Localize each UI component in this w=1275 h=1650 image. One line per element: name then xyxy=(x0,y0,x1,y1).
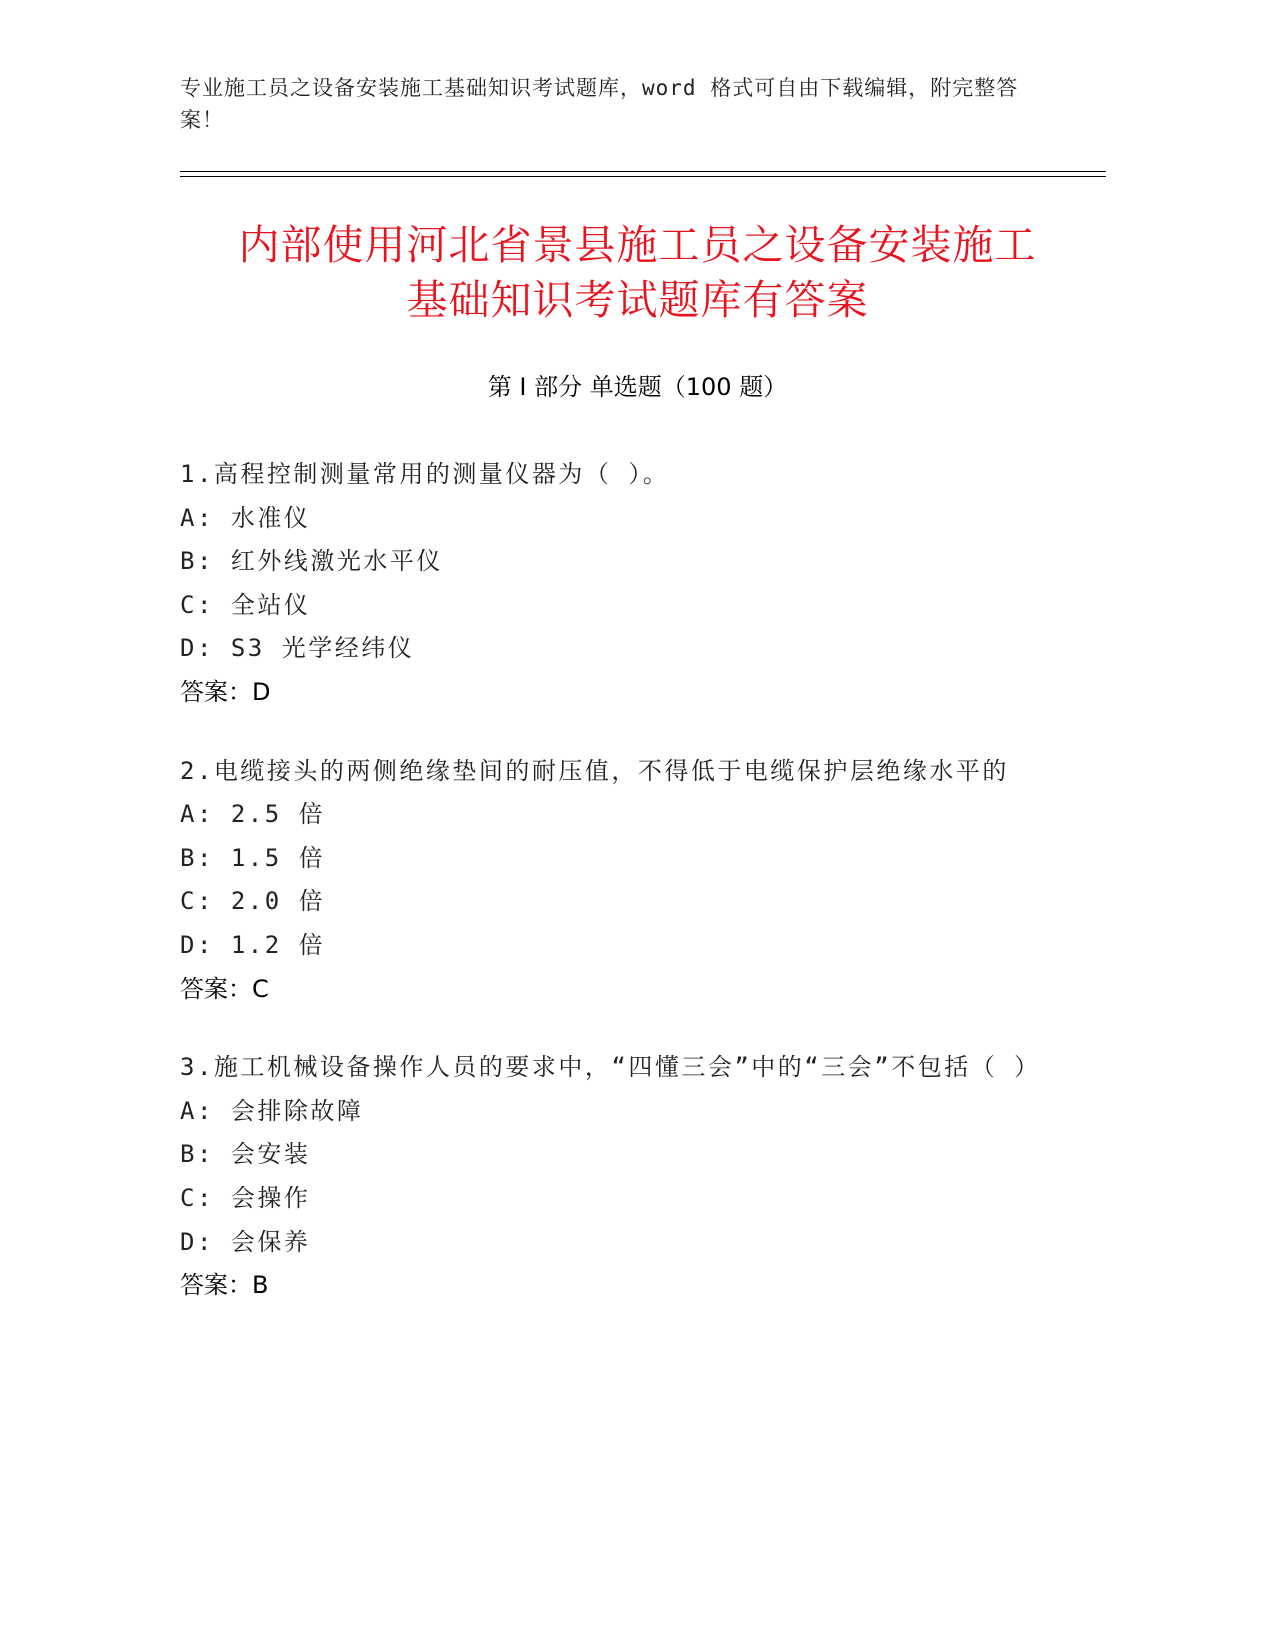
option-b: B: 红外线激光水平仪 xyxy=(180,547,443,576)
header-note: 专业施工员之设备安装施工基础知识考试题库，word 格式可自由下载编辑，附完整答案！ xyxy=(180,76,1019,132)
option-a: A: 水准仪 xyxy=(180,503,311,532)
option-c: C: 2.0 倍 xyxy=(180,887,326,916)
header-divider-top xyxy=(180,171,1106,172)
option-d: D: 1.2 倍 xyxy=(180,930,326,959)
answer: 答案：D xyxy=(180,677,271,706)
option-c: C: 全站仪 xyxy=(180,590,311,619)
question-stem: 2.电缆接头的两侧绝缘垫间的耐压值，不得低于电缆保护层绝缘水平的 xyxy=(180,756,1009,785)
question-3 xyxy=(180,1046,1041,1308)
question-2 xyxy=(180,750,1030,1012)
option-a: A: 2.5 倍 xyxy=(180,800,326,829)
question-stem: 1.高程控制测量常用的测量仪器为（ ）。 xyxy=(180,460,670,488)
section-title: 第 I 部分 单选题（100 题） xyxy=(487,373,788,401)
option-b: B: 1.5 倍 xyxy=(180,843,326,872)
question-stem: 3.施工机械设备操作人员的要求中，“四懂三会”中的“三会”不包括（ ） xyxy=(180,1053,1041,1082)
question-list xyxy=(180,453,1041,1343)
option-d: D: 会保养 xyxy=(180,1227,311,1256)
option-c: C: 会操作 xyxy=(180,1183,311,1212)
option-a: A: 会排除故障 xyxy=(180,1096,364,1125)
document-title xyxy=(150,218,1125,328)
answer: 答案：B xyxy=(180,1271,269,1300)
header-divider-bottom xyxy=(180,176,1106,177)
option-d: D: S3 光学经纬仪 xyxy=(180,634,415,663)
answer: 答案：C xyxy=(180,974,269,1003)
document-title-line-2: 基础知识考试题库有答案 xyxy=(406,276,869,324)
question-1 xyxy=(180,453,1030,715)
document-title-line-1: 内部使用河北省景县施工员之设备安装施工 xyxy=(238,221,1037,269)
option-b: B: 会安装 xyxy=(180,1140,311,1169)
